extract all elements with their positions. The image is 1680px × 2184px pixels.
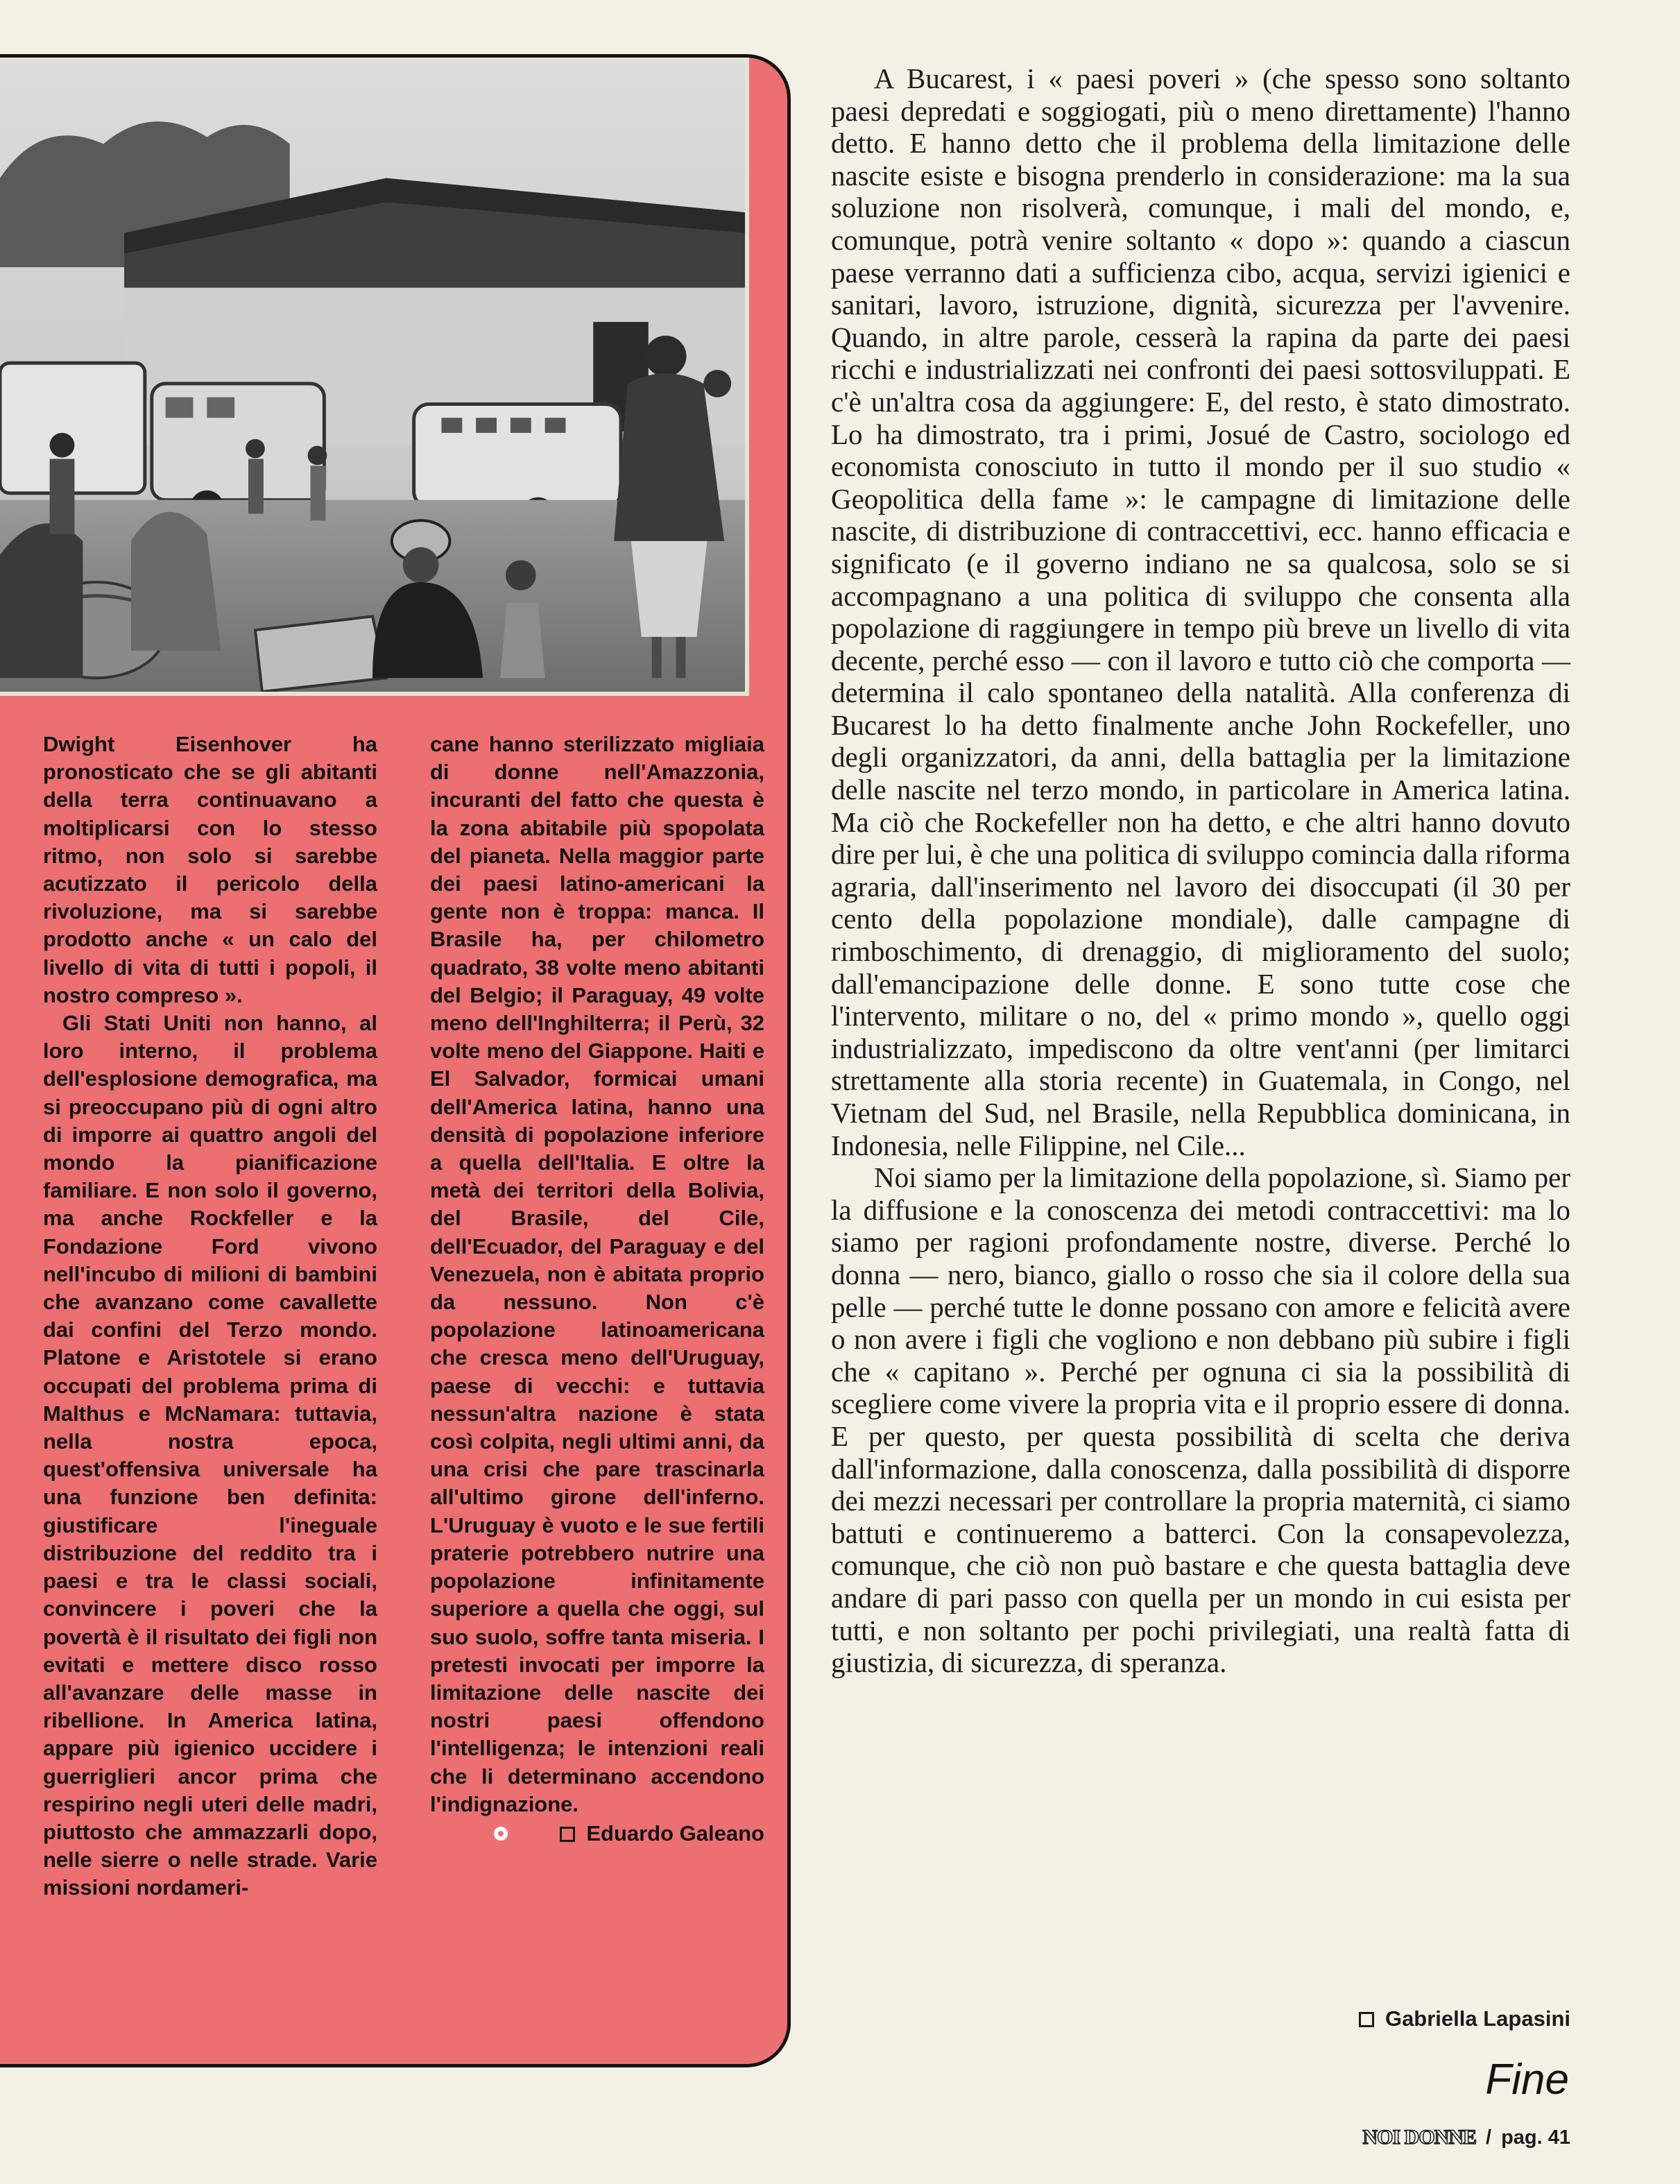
- article-paragraph: A Bucarest, i « paesi poveri » (che spesso sono soltanto paesi depredati e soggiogati, più o meno direttamente) l'hanno detto. E hanno detto che il problema della limitazione delle nascite esiste e bisogna prenderlo in considerazione: ma la sua soluzione non risolverà, comunque, i mali del mondo, e, comunque, potrà venire soltanto « dopo »: quando a ciascun paese verranno dati a sufficienza cibo, acqua, servizi igienici e sanitari, lavoro, istruzione, dignità, sicurezza per l'avvenire. Quando, in altre parole, cesserà la rapina da parte dei paesi ricchi e industrializzati nei confronti dei paesi sottosviluppati. E c'è un'altra cosa da aggiungere: E, del resto, è stato dimostrato. Lo ha dimostrato, tra i primi, Josué de Castro, sociologo ed economista conosciuto in tutto il mondo per il suo studio « Geopolitica della fame »: le campagne di limitazione delle nascite, di distribuzione di contraccettivi, ecc. hanno efficacia e significato (e il governo indiano ne sa qualcosa, solo se si accompagnano a una politica di sviluppo che consenta alla popolazione di raggiungere in tempo più breve un livello di vita decente, perché esso — con il lavoro e tutto ciò che comporta — determina il calo spontaneo della natalità. Alla conferenza di Bucarest lo ha detto finalmente anche John Rockefeller, uno degli organizzatori, da anni, della battaglia per la limitazione delle nascite nel terzo mondo, in particolare in America latina. Ma ciò che Rockefeller non ha detto, e che altri hanno dovuto dire per lui, è che una politica di sviluppo comincia dalla riforma agraria, dall'inserimento nel lavoro dei disoccupati (il 30 per cento della popolazione mondiale), dalle campagne di rimboschimento, di drenaggio, di miglioramento del suolo; dall'emancipazione delle donne. E sono tutte cose che l'intervento, militare o no, del « primo mondo », quello oggi industrializzato, impediscono da oltre vent'anni (per limitarci strettamente alla storia recente) in Guatemala, in Congo, nel Vietnam del Sud, nel Brasile, nella Repubblica dominicana, in Indonesia, nelle Filippine, nel Cile...: [831, 62, 1570, 1161]
- page-number: pag. 41: [1501, 2126, 1570, 2149]
- square-bullet-icon: [1359, 2012, 1374, 2027]
- sidebar-signature-name: Eduardo Galeano: [586, 1820, 764, 1845]
- market-photo-illustration: [0, 62, 745, 692]
- sidebar-paragraph: Gli Stati Uniti non hanno, al loro interno, il problema dell'esplosione demografica, ma si preoccupano più di ogni altro di imporre ai quattro angoli del mondo la pianificazione familiare. E non solo il governo, ma anche Rockfeller e la Fondazione Ford vivono nell'incubo di milioni di bambini che avanzano come cavallette dai confini del Terzo mondo. Platone e Aristotele si erano occupati del problema prima di Malthus e McNamara: tuttavia, nella nostra epoca, quest'offensiva universale ha una funzione ben definita: giustificare l'ineguale distribuzione del reddito tra i paesi e tra le classi sociali, convincere i poveri che la povertà è il risultato dei figli non evitati e mettere disco rosso all'avanzare delle masse in ribellione. In America latina, appare più igienico uccidere i guerriglieri ancor prima che respirino negli uteri delle madri, piuttosto che ammazzarli dopo, nelle sierre o nelle strade. Varie missioni nordameri-: [43, 1011, 377, 1900]
- magazine-logo: NOI DONNE: [1362, 2126, 1476, 2149]
- sidebar-column-2: [430, 731, 764, 1902]
- page-footer: [1362, 2126, 1570, 2149]
- sidebar-paragraph: cane hanno sterilizzato migliaia di donne nell'Amazzonia, incuranti del fatto che questa è la zona abitabile più spopolata del pianeta. Nella maggior parte dei paesi latino-americani la gente non è troppa: manca. Il Brasile ha, per chilometro quadrato, 38 volte meno abitanti del Belgio; il Paraguay, 49 volte meno dell'Inghilterra; il Perù, 32 volte meno del Giappone. Haiti e El Salvador, formicai umani dell'America latina, hanno una densità di popolazione inferiore a quella dell'Italia. E oltre la metà dei territori della Bolivia, del Brasile, del Cile, dell'Ecuador, del Paraguay e del Venezuela, non è abitata proprio da nessuno. Non c'è popolazione latinoamericana che cresca meno dell'Uruguay, paese di vecchi: e tuttavia nessun'altra nazione è stata così colpita, negli ultimi anni, da una crisi che pare trascinarla all'ultimo girone dell'inferno. L'Uruguay è vuoto e le sue fertili praterie potrebbero nutrire una popolazione infinitamente superiore a quella che oggi, sul suo suolo, soffre tanta miseria. I pretesti invocati per imporre la limitazione delle nascite dei nostri paesi offendono l'intelligenza; le intenzioni reali che li determinano accendono l'indignazione.: [430, 732, 764, 1816]
- sidebar-signature: [560, 1820, 764, 1848]
- sidebar-signature-row: [430, 1820, 764, 1848]
- footer-separator: /: [1486, 2126, 1492, 2149]
- article-paragraph: Noi siamo per la limitazione della popolazione, sì. Siamo per la diffusione e la conoscenza dei metodi contraccettivi: ma lo siamo per ragioni profondamente nostre, diverse. Perché lo donna — nero, bianco, giallo o rosso che sia il colore della sua pelle — perché tutte le donne possano con amore e felicità avere o non avere i figli che vogliono e non debbano più subire i figli che « capitano ». Perché per ognuna ci sia la possibilità di scegliere come vivere la propria vita e il proprio essere di donna. E per questo, per questa possibilità di scelta che deriva dall'informazione, dalla conoscenza, dalla possibilità di disporre dei mezzi necessari per controllare la propria maternità, ci siamo battuti e continueremo a batterci. Con la consapevolezza, comunque, che ciò non può bastare e che questa battaglia deve andare di pari passo con quella per un mondo in cui esista per tutti, e non soltanto per pochi privilegiati, una realtà fatta di giustizia, di sicurezza, di speranza.: [831, 1161, 1570, 1679]
- market-photo: [0, 58, 749, 696]
- sidebar-columns: [43, 731, 764, 1902]
- ring-bullet-icon: [494, 1827, 508, 1841]
- sidebar-column-1: [43, 731, 377, 1902]
- end-mark: Fine: [1485, 2056, 1569, 2104]
- article-author-name: Gabriella Lapasini: [1385, 2006, 1570, 2031]
- article-author: [1359, 2006, 1570, 2031]
- sidebar-box: [0, 54, 791, 2067]
- square-bullet-icon: [560, 1827, 575, 1842]
- sidebar-paragraph: Dwight Eisenhover ha pronosticato che se gli abitanti della terra continuavano a moltiplicarsi con lo stesso ritmo, non solo si sarebbe acutizzato il pericolo della rivoluzione, ma si sarebbe prodotto anche « un calo del livello di vita di tutti i popoli, il nostro compreso ».: [43, 732, 377, 1007]
- main-article: [831, 62, 1570, 1679]
